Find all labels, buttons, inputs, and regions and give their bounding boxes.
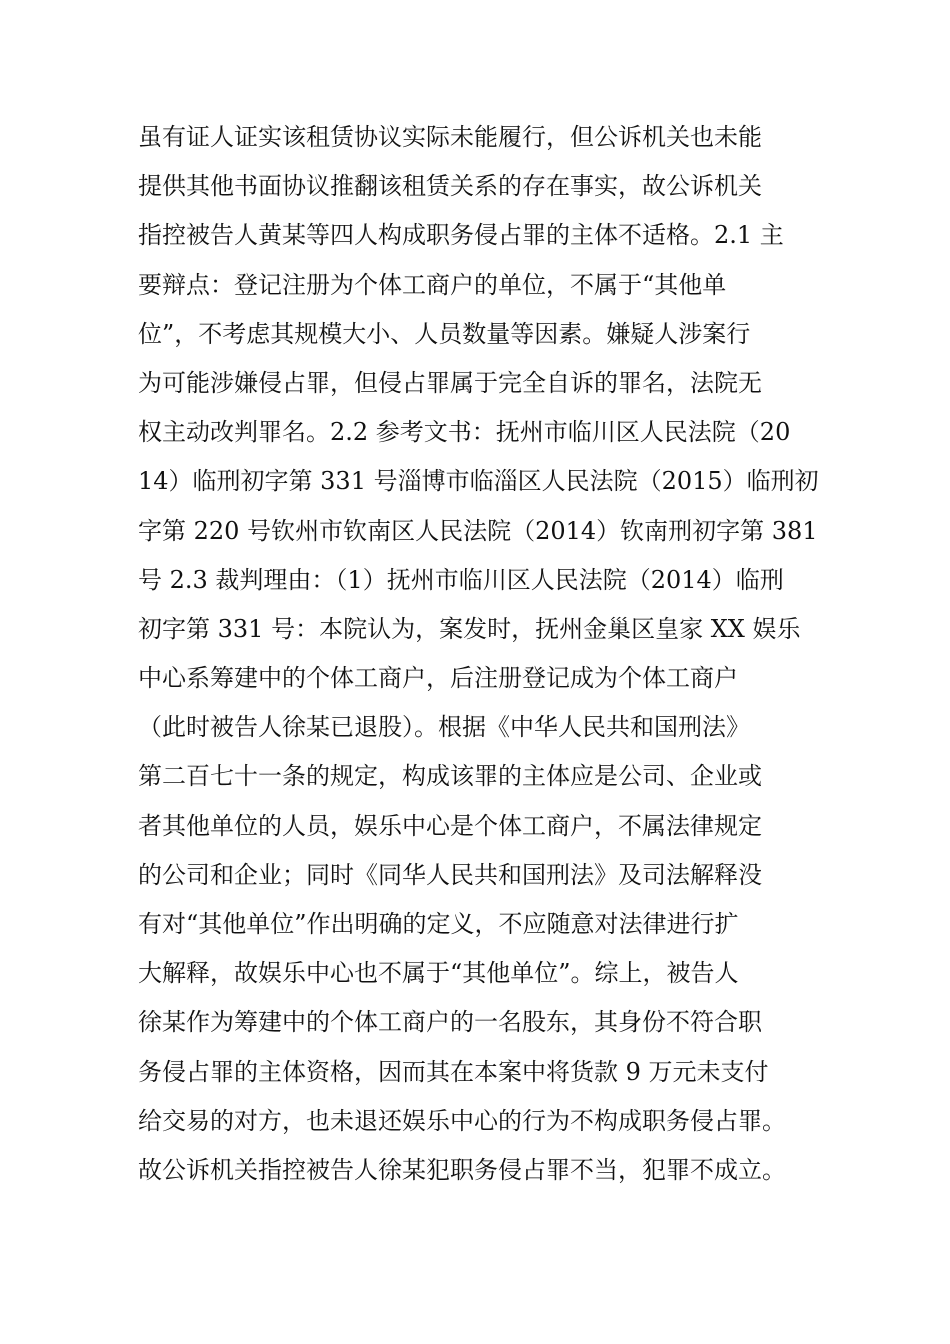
text-line: 提供其他书面协议推翻该租赁关系的存在事实，故公诉机关 [138,172,762,201]
text-line: 权主动改判罪名。2.2 参考文书：抚州市临川区人民法院（20 [138,418,791,447]
text-line: 第二百七十一条的规定，构成该罪的主体应是公司、企业或 [138,762,762,791]
text-line: 14）临刑初字第 331 号淄博市临淄区人民法院（2015）临刑初 [138,467,819,496]
text-line: 故公诉机关指控被告人徐某犯职务侵占罪不当，犯罪不成立。 [138,1155,786,1184]
text-line: 号 2.3 裁判理由：（1）抚州市临川区人民法院（2014）临刑 [138,565,784,594]
text-line: 虽有证人证实该租赁协议实际未能履行，但公诉机关也未能 [138,123,762,151]
body-text [138,113,828,1195]
text-line: 徐某作为筹建中的个体工商户的一名股东，其身份不符合职 [138,1008,762,1037]
text-line: 务侵占罪的主体资格，因而其在本案中将货款 9 万元未支付 [138,1057,769,1086]
text-line: 大解释，故娱乐中心也不属于“其他单位”。综上，被告人 [138,959,739,988]
text-line: 的公司和企业；同时《同华人民共和国刑法》及司法解释没 [138,860,762,889]
text-line: 给交易的对方，也未退还娱乐中心的行为不构成职务侵占罪。 [138,1106,786,1135]
text-line: 者其他单位的人员，娱乐中心是个体工商户，不属法律规定 [138,811,762,840]
text-line: （此时被告人徐某已退股）。根据《中华人民共和国刑法》 [138,713,750,742]
text-line: 位”，不考虑其规模大小、人员数量等因素。嫌疑人涉案行 [138,319,751,348]
text-line: 中心系筹建中的个体工商户，后注册登记成为个体工商户 [138,664,738,693]
text-line: 指控被告人黄某等四人构成职务侵占罪的主体不适格。2.1 主 [138,221,784,250]
text-line: 要辩点：登记注册为个体工商户的单位，不属于“其他单 [138,270,727,299]
text-line: 初字第 331 号：本院认为，案发时，抚州金巢区皇家 XX 娱乐 [138,614,801,643]
text-line: 为可能涉嫌侵占罪，但侵占罪属于完全自诉的罪名，法院无 [138,368,762,397]
text-line: 字第 220 号钦州市钦南区人民法院（2014）钦南刑初字第 381 [138,516,818,545]
text-line: 有对“其他单位”作出明确的定义，不应随意对法律进行扩 [138,910,739,938]
